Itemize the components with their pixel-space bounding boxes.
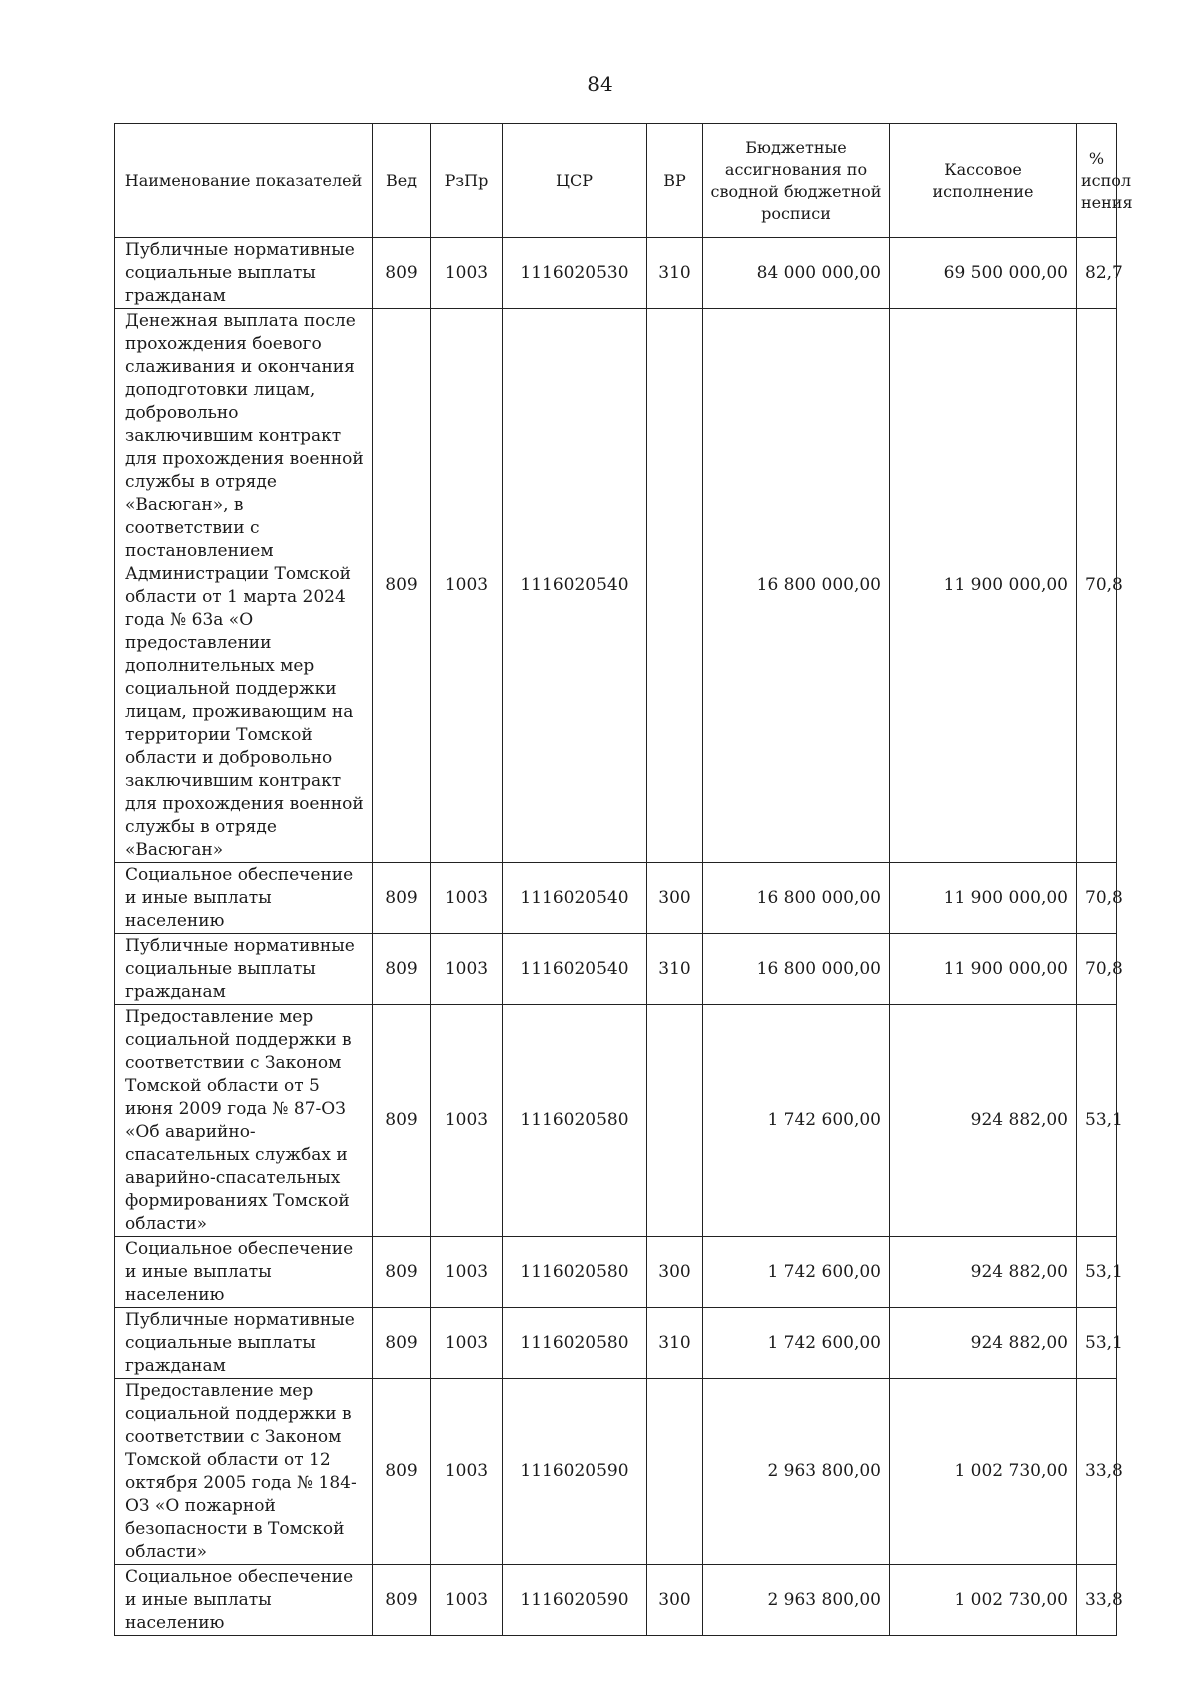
cell-rzpr: 1003 [431, 1565, 503, 1636]
header-pct: % испол нения [1077, 124, 1117, 238]
cell-pct: 53,1 [1077, 1308, 1117, 1379]
cell-csr: 1116020580 [503, 1237, 647, 1308]
cell-ved: 809 [373, 863, 431, 934]
cell-csr: 1116020590 [503, 1379, 647, 1565]
cell-vr [647, 309, 703, 863]
cell-budget: 2 963 800,00 [703, 1565, 890, 1636]
cell-kass: 1 002 730,00 [890, 1565, 1077, 1636]
cell-pct: 33,8 [1077, 1565, 1117, 1636]
header-vr: ВР [647, 124, 703, 238]
cell-vr [647, 1005, 703, 1237]
cell-kass: 69 500 000,00 [890, 238, 1077, 309]
table-row [115, 1379, 1117, 1565]
cell-rzpr: 1003 [431, 309, 503, 863]
table-row [115, 863, 1117, 934]
cell-pct: 70,8 [1077, 309, 1117, 863]
cell-budget: 16 800 000,00 [703, 863, 890, 934]
header-budget: Бюджетные ассигнования по сводной бюджетной росписи [703, 124, 890, 238]
table-row [115, 238, 1117, 309]
cell-kass: 924 882,00 [890, 1308, 1077, 1379]
cell-kass: 924 882,00 [890, 1005, 1077, 1237]
cell-budget: 84 000 000,00 [703, 238, 890, 309]
cell-ved: 809 [373, 1379, 431, 1565]
header-rzpr: РзПр [431, 124, 503, 238]
cell-vr: 310 [647, 238, 703, 309]
cell-budget: 1 742 600,00 [703, 1237, 890, 1308]
table-header-row [115, 124, 1117, 238]
cell-name: Публичные нормативные социальные выплаты гражданам [115, 1308, 373, 1379]
header-kass: Кассовое исполнение [890, 124, 1077, 238]
cell-kass: 1 002 730,00 [890, 1379, 1077, 1565]
cell-csr: 1116020540 [503, 309, 647, 863]
cell-budget: 2 963 800,00 [703, 1379, 890, 1565]
cell-rzpr: 1003 [431, 1237, 503, 1308]
cell-csr: 1116020580 [503, 1005, 647, 1237]
cell-budget: 1 742 600,00 [703, 1005, 890, 1237]
cell-pct: 53,1 [1077, 1005, 1117, 1237]
cell-ved: 809 [373, 238, 431, 309]
header-name: Наименование показателей [115, 124, 373, 238]
cell-rzpr: 1003 [431, 863, 503, 934]
cell-rzpr: 1003 [431, 238, 503, 309]
page-number: 84 [587, 72, 613, 96]
cell-budget: 1 742 600,00 [703, 1308, 890, 1379]
cell-vr: 310 [647, 1308, 703, 1379]
cell-pct: 53,1 [1077, 1237, 1117, 1308]
cell-pct: 70,8 [1077, 934, 1117, 1005]
cell-pct: 70,8 [1077, 863, 1117, 934]
cell-ved: 809 [373, 934, 431, 1005]
cell-ved: 809 [373, 1565, 431, 1636]
cell-pct: 33,8 [1077, 1379, 1117, 1565]
table-row [115, 1237, 1117, 1308]
cell-csr: 1116020530 [503, 238, 647, 309]
cell-vr: 310 [647, 934, 703, 1005]
table-row [115, 1005, 1117, 1237]
header-ved: Вед [373, 124, 431, 238]
cell-ved: 809 [373, 309, 431, 863]
cell-vr: 300 [647, 1237, 703, 1308]
cell-rzpr: 1003 [431, 1308, 503, 1379]
cell-csr: 1116020580 [503, 1308, 647, 1379]
header-csr: ЦСР [503, 124, 647, 238]
cell-ved: 809 [373, 1237, 431, 1308]
cell-csr: 1116020540 [503, 863, 647, 934]
cell-name: Социальное обеспечение и иные выплаты населению [115, 1237, 373, 1308]
cell-kass: 11 900 000,00 [890, 309, 1077, 863]
cell-kass: 11 900 000,00 [890, 934, 1077, 1005]
table-row [115, 1308, 1117, 1379]
cell-pct: 82,7 [1077, 238, 1117, 309]
cell-name: Социальное обеспечение и иные выплаты населению [115, 863, 373, 934]
cell-kass: 11 900 000,00 [890, 863, 1077, 934]
cell-csr: 1116020540 [503, 934, 647, 1005]
cell-rzpr: 1003 [431, 934, 503, 1005]
cell-ved: 809 [373, 1308, 431, 1379]
table-row [115, 934, 1117, 1005]
cell-csr: 1116020590 [503, 1565, 647, 1636]
cell-vr [647, 1379, 703, 1565]
cell-name: Публичные нормативные социальные выплаты гражданам [115, 934, 373, 1005]
cell-name: Публичные нормативные социальные выплаты гражданам [115, 238, 373, 309]
cell-vr: 300 [647, 863, 703, 934]
cell-vr: 300 [647, 1565, 703, 1636]
cell-rzpr: 1003 [431, 1379, 503, 1565]
cell-budget: 16 800 000,00 [703, 934, 890, 1005]
cell-budget: 16 800 000,00 [703, 309, 890, 863]
cell-name: Денежная выплата после прохождения боевого слаживания и окончания доподготовки лицам, добровольно заключившим контракт для прохождения военной службы в отряде «Васюган», в соответствии с постановлением Администрации Томской области от 1 марта 2024 года № 63а «О предоставлении дополнительных мер социальной поддержки лицам, проживающим на территории Томской области и добровольно заключившим контракт для прохождения военной службы в отряде «Васюган» [115, 309, 373, 863]
cell-ved: 809 [373, 1005, 431, 1237]
table-row [115, 309, 1117, 863]
budget-execution-table [114, 123, 1133, 1636]
cell-rzpr: 1003 [431, 1005, 503, 1237]
cell-name: Социальное обеспечение и иные выплаты населению [115, 1565, 373, 1636]
cell-kass: 924 882,00 [890, 1237, 1077, 1308]
cell-name: Предоставление мер социальной поддержки в соответствии с Законом Томской области от 12 октября 2005 года № 184-ОЗ «О пожарной безопасности в Томской области» [115, 1379, 373, 1565]
table-row [115, 1565, 1117, 1636]
cell-name: Предоставление мер социальной поддержки в соответствии с Законом Томской области от 5 июня 2009 года № 87-ОЗ «Об аварийно-спасательных службах и аварийно-спасательных формированиях Томской области» [115, 1005, 373, 1237]
